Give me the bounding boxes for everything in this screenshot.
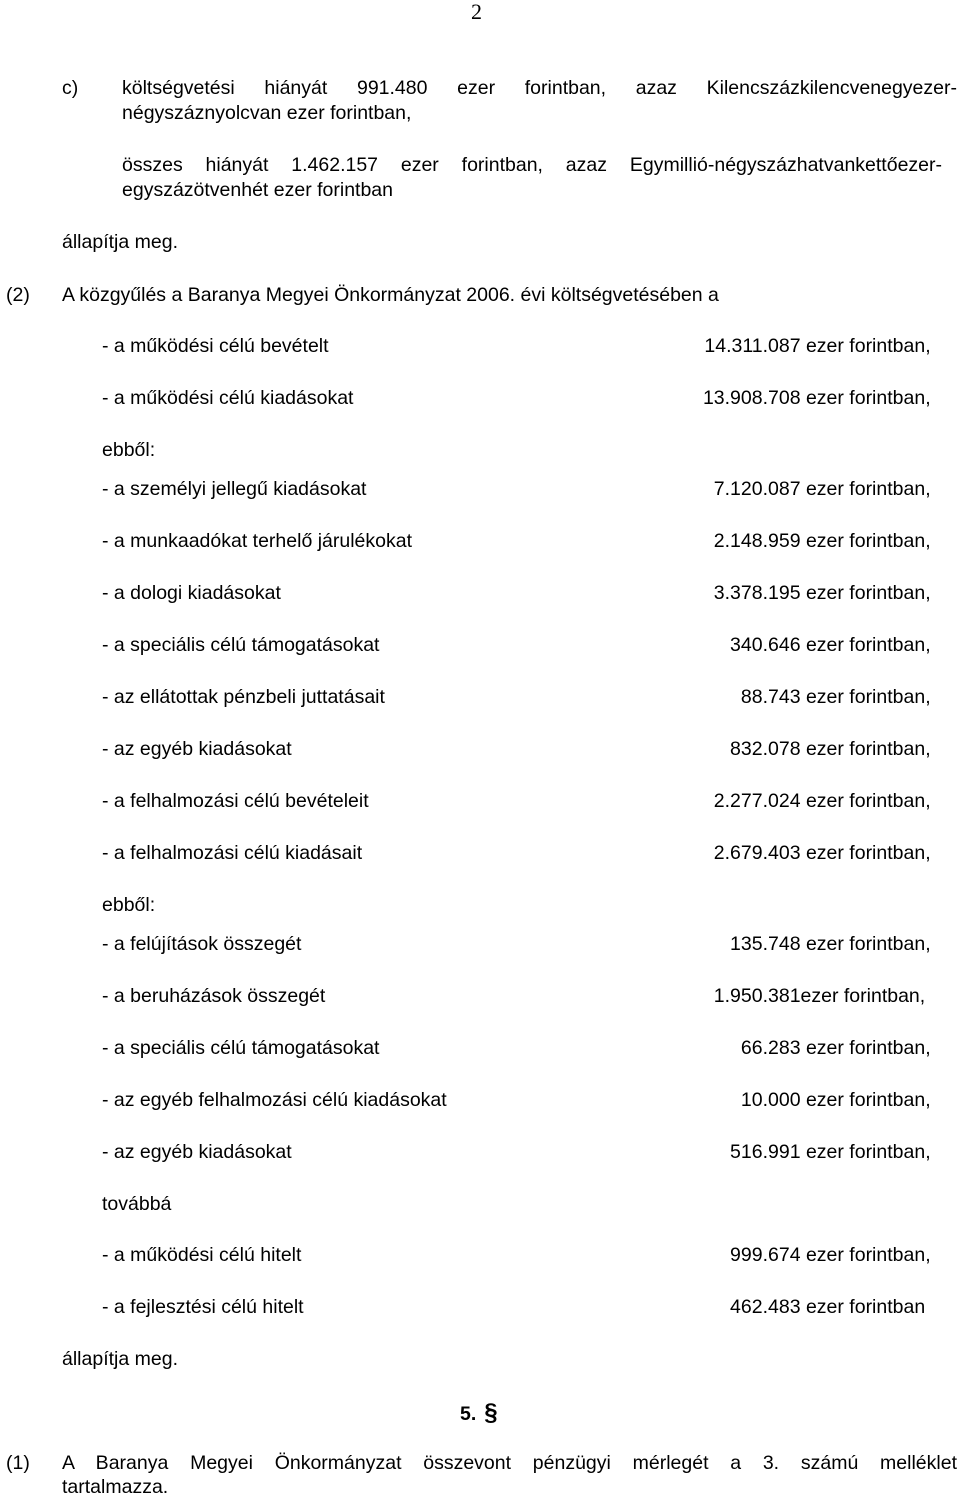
line-amount [697,581,952,605]
para-c-line-3: összes hiányát 1.462.157 ezer forintban, azaz Egymillió-négyszázhatvankettőezer- [122,154,942,176]
amount-rest: 748 ezer forintban, [768,933,931,955]
line-label: - a dologi kiadásokat [102,582,281,604]
amount-rest: 646 ezer forintban, [768,634,931,656]
line-label: - a speciális célú támogatásokat [102,634,380,656]
para-1-line-2: tartalmazza. [62,1476,169,1498]
line-heading: ebből: [102,439,156,461]
amount-thousands: 462. [730,1296,768,1318]
line-heading: továbbá [102,1193,172,1215]
line-amount [697,1243,952,1267]
line-label: - a működési célú kiadásokat [102,387,354,409]
amount-rest: 283 ezer forintban, [768,1037,931,1059]
amount-thousands: 135. [730,933,768,955]
line-heading: ebből: [102,894,156,916]
amount-thousands: 832. [730,738,768,760]
allapitja-meg-2: állapítja meg. [62,1348,178,1370]
line-label: - a személyi jellegű kiadásokat [102,478,367,500]
line-label: - az egyéb kiadásokat [102,1141,292,1163]
amount-thousands: 3.378. [713,582,768,604]
amount-thousands: 7.120. [713,478,768,500]
line-amount [697,1088,952,1112]
line-label: - a felújítások összegét [102,933,302,955]
line-label: - a munkaadókat terhelő járulékokat [102,530,413,552]
amount-rest: 708 ezer forintban, [768,387,931,409]
line-amount [697,984,952,1008]
amount-rest: 195 ezer forintban, [768,582,931,604]
para-1-line-1: A Baranya Megyei Önkormányzat összevont pénzügyi mérlegét a 3. számú melléklet [62,1452,957,1474]
amount-rest: 403 ezer forintban, [768,842,931,864]
amount-thousands: 66. [740,1037,768,1059]
amount-thousands: 10. [740,1089,768,1111]
amount-thousands: 340. [730,634,768,656]
para-2-text: A közgyűlés a Baranya Megyei Önkormányzat 2006. évi költségvetésében a [62,284,719,306]
line-amount [697,334,952,358]
amount-rest: 087 ezer forintban, [768,335,931,357]
line-label: - a működési célú hitelt [102,1244,302,1266]
amount-thousands: 2.148. [713,530,768,552]
amount-thousands: 88. [740,686,768,708]
para-c-line-4: egyszázötvenhét ezer forintban [122,179,394,201]
line-amount [697,386,952,410]
line-amount [697,737,952,761]
para-2-marker: (2) [6,284,30,306]
line-label: - a felhalmozási célú kiadásait [102,842,363,864]
line-label: - a felhalmozási célú bevételeit [102,790,369,812]
section-heading [460,1401,498,1426]
amount-rest: 674 ezer forintban, [768,1244,931,1266]
amount-thousands: 2.277. [713,790,768,812]
line-amount [697,477,952,501]
para-c-line-1: költségvetési hiányát 991.480 ezer forintban, azaz Kilencszázkilencvenegyezer- [122,77,957,99]
amount-thousands: 999. [730,1244,768,1266]
amount-thousands: 516. [730,1141,768,1163]
amount-rest: 024 ezer forintban, [768,790,931,812]
line-amount [697,685,952,709]
line-amount [697,633,952,657]
para-1-marker: (1) [6,1452,30,1474]
line-amount [697,1295,952,1319]
line-amount [697,841,952,865]
amount-rest: 381ezer forintban, [768,985,926,1007]
allapitja-meg-1: állapítja meg. [62,231,178,253]
line-label: - a működési célú bevételt [102,335,329,357]
line-amount [697,1140,952,1164]
section-symbol: § [484,1399,498,1426]
amount-thousands: 1.950. [713,985,768,1007]
line-label: - a speciális célú támogatásokat [102,1037,380,1059]
amount-thousands: 13.908. [702,387,768,409]
amount-rest: 087 ezer forintban, [768,478,931,500]
section-number: 5. [460,1403,477,1425]
line-amount [697,1036,952,1060]
amount-rest: 483 ezer forintban [768,1296,926,1318]
page-number: 2 [471,0,482,24]
line-label: - az egyéb kiadásokat [102,738,292,760]
amount-rest: 000 ezer forintban, [768,1089,931,1111]
amount-thousands: 14.311. [704,335,768,357]
amount-rest: 078 ezer forintban, [768,738,931,760]
line-label: - a fejlesztési célú hitelt [102,1296,304,1318]
line-amount [697,789,952,813]
para-c-marker: c) [62,77,79,99]
line-label: - az egyéb felhalmozási célú kiadásokat [102,1089,447,1111]
line-amount [697,529,952,553]
amount-thousands: 2.679. [713,842,768,864]
amount-rest: 743 ezer forintban, [768,686,931,708]
para-c-line-2: négyszáznyolcvan ezer forintban, [122,102,412,124]
amount-rest: 991 ezer forintban, [768,1141,931,1163]
line-label: - az ellátottak pénzbeli juttatásait [102,686,385,708]
line-label: - a beruházások összegét [102,985,326,1007]
amount-rest: 959 ezer forintban, [768,530,931,552]
line-amount [697,932,952,956]
